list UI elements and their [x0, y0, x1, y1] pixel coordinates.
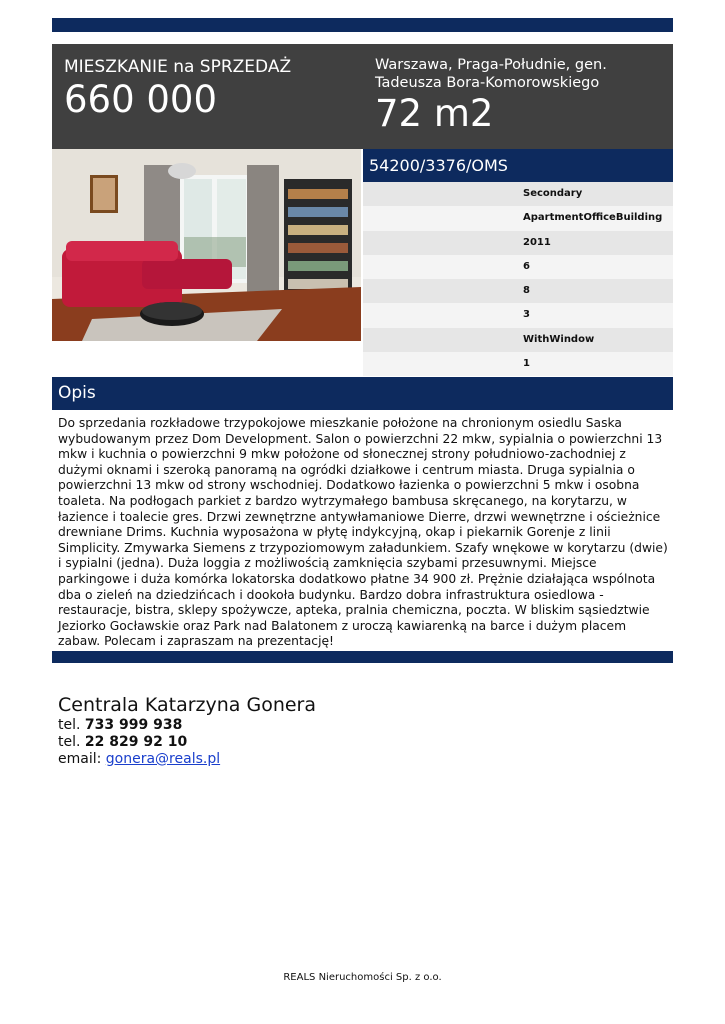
listing-area: 72 m2: [375, 92, 494, 135]
section-divider-bar: [52, 651, 673, 663]
email-label: email:: [58, 751, 102, 767]
property-building-type: ApartmentOfficeBuilding: [363, 206, 673, 230]
apartment-photo: [52, 149, 361, 341]
property-bathrooms: 1: [363, 352, 673, 376]
phone-number-1: 733 999 938: [84, 717, 183, 733]
property-floor: 6: [363, 255, 673, 279]
phone-label: tel.: [58, 734, 81, 750]
listing-location: Warszawa, Praga-Południe, gen. Tadeusza Bora-Komorowskiego: [375, 57, 607, 91]
property-floors-total: 8: [363, 279, 673, 303]
description-text: Do sprzedania rozkładowe trzypokojowe mieszkanie położone na chronionym osiedlu Saska wybudowanym przez Dom Development. Salon o powierzchni 22 mkw, sypialnia o powierzchni 13 mkw i kuchnia o powierzchni 9 mkw położone od słonecznej strony południowo-zachodniej z dużymi oknami i szeroką panoramą na ogródki działkowe i centrum miasta. Druga sypialnia o powierzchni 13 mkw od strony wschodniej. Dodatkowo łazienka o powierzchni 5 mkw i osobna toaleta. Na podłogach parkiet z bardzo wytrzymałego bambusa skręcanego, na korytarzu, w łazience i toalecie gres. Drzwi zewnętrzne antywłamaniowe Dierre, drzwi wewnętrzne i ościeżnice drewniane Drims. Kuchnia wyposażona w płytę indykcyjną, okap i piekarnik Gorenje z linii Simplicity. Zmywarka Siemens z trzypoziomowym załadunkiem. Szafy wnękowe w korytarzu (dwie) i sypialni (jedna). Duża loggia z możliwością zamknięcia szybami przesuwnymi. Miejsce parkingowe i duża komórka lokatorska dodatkowo płatne 34 900 zł. Prężnie działająca wspólnota dba o zieleń na dziedzińcach i dookoła budynku. Bardzo dobra infrastruktura osiedlowa - restauracje, bistra, sklepy spożywcze, apteka, pralnia chemiczna, poczta. W bliskim sąsiedztwie Jeziorko Gocławskie oraz Park nad Balatonem z uroczą kawiarenką na barce i dużym placem zabaw. Polecam i zapraszam na prezentację!: [58, 416, 668, 649]
property-market: Secondary: [363, 182, 673, 206]
phone-line-2: [58, 734, 316, 751]
property-kitchen-type: WithWindow: [363, 328, 673, 352]
property-build-year: 2011: [363, 231, 673, 255]
listing-header: [52, 44, 673, 149]
reference-number: 54200/3376/OMS: [363, 149, 673, 182]
contact-block: [58, 694, 316, 768]
footer-company: REALS Nieruchomości Sp. z o.o.: [283, 972, 442, 983]
email-link[interactable]: gonera@reals.pl: [105, 751, 221, 767]
property-rooms: 3: [363, 303, 673, 327]
phone-label: tel.: [58, 717, 81, 733]
top-accent-bar: [52, 18, 673, 32]
living-room-illustration: [52, 149, 361, 341]
header-right: [375, 56, 665, 135]
description-heading: Opis: [52, 377, 673, 410]
phone-line-1: [58, 717, 316, 734]
agent-name: Centrala Katarzyna Gonera: [58, 694, 317, 716]
email-line: [58, 751, 316, 768]
listing-type: MIESZKANIE na SPRZEDAŻ: [64, 57, 292, 77]
header-left: [64, 56, 291, 121]
property-details: [363, 182, 673, 376]
listing-price: 660 000: [64, 78, 218, 121]
phone-number-2: 22 829 92 10: [84, 734, 188, 750]
